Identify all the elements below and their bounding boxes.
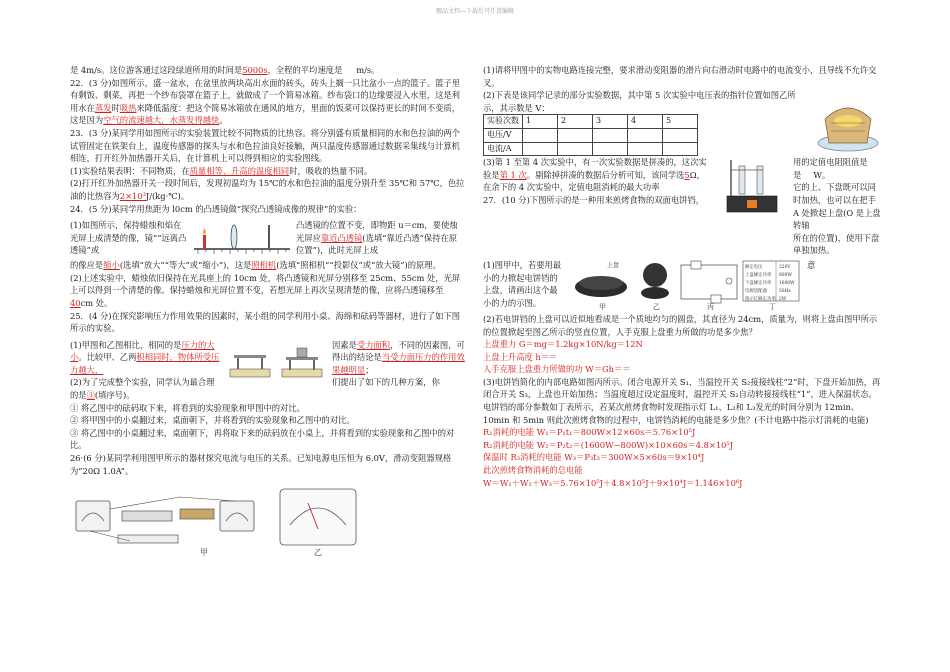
energy-line-3: 保温时 R₃消耗的电能 W₃＝P₃t₃＝300W×5×60s＝9×10⁴J — [483, 452, 705, 463]
q26: 26·(6 分)某同学利用图甲所示的器材探究电流与电压的关系。已知电源电压恒为 6.0V，滑动变阻器规格为“20Ω 1.0A”。 — [70, 453, 452, 476]
q24-part1-cont: 的像应是缩小(选填“放大”“等大”或“缩小”)，这是照相机(选填“照相机”“投影仪”或“放大镜”)的原理。 — [70, 260, 441, 271]
table-row: 电压/V — [484, 128, 698, 142]
ice-box-figure — [813, 89, 883, 155]
q23: 23．(3 分)某同学用如图所示的实验装置比较不同物质的比热容。将分别盛有质量相同的水和色拉油的两个试管固定在铁架台上，温度传感器的探头与水和色拉油良好接触，两只温度传感器通过数据采集线与计算机相连，打开红外加热器开关后，在计算机上可以得到相应的实验图线。 — [70, 127, 461, 164]
q27-intro: 27．(10 分)下图所示的是一种用来煎烤食物的双面电饼铛， — [483, 194, 705, 205]
q22: 22．(3 分)如图所示，盛一盆水，在盆里放两块高出水面的砖头，砖头上搁一只比盆小一点的篮子。篮子里有剩饭、剩菜，再把一个纱布袋罩在篮子上，就做成了一个简易冰箱。纱布袋口的边缘要浸入水里，这是利用水在蒸发时吸热来降低温度：把这个简易冰箱放在通风的地方，里面的饭菜可以保持更长的时间不变质，这是因为空气的流速越大，水蒸发得越快。 — [70, 77, 461, 126]
energy-line-1: R₁消耗的电能 W₁＝P₁t₁＝800W×12×60s＝5.76×10⁵J — [483, 427, 696, 438]
fig26-label-jia: 甲 — [200, 548, 208, 558]
table-row: 实验次数 1 2 3 4 5 — [484, 115, 698, 129]
fig26-label-yi: 乙 — [314, 548, 322, 558]
fig27-top-label: 上盘 — [607, 261, 620, 269]
q24-part1-row: (1)如图所示，保持蜡烛和焰在光屏上成清楚的像，镜”“远离凸透镜”或 凸透镜的位置不变，即物距 u＝cm，要使烛光屏应靠近凸透镜(选填“靠近凸透“保持在原位置”)，此时光屏上成 — [70, 219, 465, 259]
q25-option-1: ① 将乙图中的砝码取下来，将看到的实验现象和甲图中的对比。 — [70, 402, 305, 413]
solution-line-2: 上盘上升高度 h＝＝ — [483, 351, 558, 362]
fig27-label-yi: 乙 — [653, 302, 660, 311]
q23-part2: (2)打开红外加热器开关一段时间后，发现初温均为 15℃的水和色拉油的温度分别升至 35℃和 57℃，色拉油的比热容为2×10³J/(kg·℃)。 — [70, 178, 465, 201]
q27-part3: (3)电饼铛简化的内部电路如图丙所示。闭合电源开关 S₁，当温控开关 S₂接接线柱“2”时，下盘开始加热，再闭合开关 S₃，上盘也开始加热；当温度超过设定温度时，温控开关 S₂自动转接接线柱“1”，进入保温状态。电饼铛的部分参数如丁表所示，若某次煎烤食物时发现指示灯 L₁、L₂和 L₃发光的时间分别为 12min、10min 和 5min 则此次煎烤食物的过程中，电饼铛消耗的电能是多少焦？(不计电路中指示灯消耗的电能) — [483, 376, 881, 425]
q26-part1: (1)请将甲图中的实物电路连接完整，要求滑动变阻器的滑片向右滑动时电路中的电流变小，且导线不允许交叉。 — [483, 65, 877, 88]
q26-part3-row: (3)第 1 至第 4 次实验中，有一次实验数据是拼凑的，这次实验是第 1 次。剔除掉拼凑的数据后分析可知，该同学选5Ω，在余下的 4 次实验中，定值电阻消耗的最大功率 27．(10 分)下图所示的是一种用来煎烤食物的双面电饼铛， 用的定值电阻阻值是 是 W。 它的上、下盘既可以同时加热，也可以在把手 A 处掀起上盘(O 是上盘转轴 所在的位置)，使用下盘单独加热。 — [483, 157, 881, 256]
svg-text:1600W: 1600W — [779, 280, 795, 286]
q27-part1-row: (1)图甲中，若要用最小的力掀起电饼铛的上盘，请画出这个最小的力的示图。 上盘 甲 乙 丙 额定电压 220V 上盘额定功率 800W 下盘额定功率 1600W 电源适配器 50Hz 指示灯额定功率 2W 丁 意 — [483, 259, 816, 311]
fig27-label-ding: 丁 — [769, 302, 776, 311]
q25: 25．(4 分)在探究影响压力作用效果的因素时，某小组的同学利用小桌、海绵和砝码等器材，进行了如下图所示的实验。 — [70, 310, 461, 334]
svg-text:50Hz: 50Hz — [779, 288, 791, 294]
right-column — [483, 64, 883, 489]
data-table — [483, 114, 698, 156]
heater-apparatus-figure — [717, 156, 787, 216]
circuit-figure — [70, 481, 465, 563]
heater-diagram — [717, 156, 787, 216]
answer-time: 5000s — [242, 65, 268, 75]
q26-part2: (2)下表是该同学记录的部分实验数据，其中第 5 次实验中电压表的指针位置如图乙所示，其示数是 V： — [483, 90, 796, 113]
q26-part2-row — [483, 89, 883, 156]
solution-line-1: 上盘重力 G＝mg＝1.2kg×10N/kg＝12N — [483, 339, 643, 350]
q26-part3: (3)第 1 至第 4 次实验中，有一次实验数据是拼凑的，这次实验是第 1 次。剔除掉拼凑的数据后分析可知，该同学选5Ω，在余下的 4 次实验中，定值电阻消耗的最大功率 — [483, 157, 707, 193]
fig27-label-jia: 甲 — [599, 302, 606, 311]
svg-text:下盘额定功率: 下盘额定功率 — [745, 280, 772, 286]
svg-text:上盘额定功率: 上盘额定功率 — [745, 272, 772, 278]
q27-part2: (2)若电饼铛的上盘可以近似地看成是一个质地均匀的圆盘，其直径为 24cm，质量为，则将上盘由图甲所示的位置掀起至图乙所示的竖直位置，人手克服上盘重力所做的功是多少焦？ — [483, 313, 878, 337]
svg-text:2W: 2W — [779, 296, 787, 302]
page-header: 精品文档---下载后可任意编辑 — [435, 8, 515, 15]
optical-bench-diagram — [194, 219, 290, 259]
q25-row: (1)甲图和乙图相比，相同的是压力的大小。比较甲、乙两积相同时，物体所受压力越大， (2)为了完成整个实验，同学认为最合理的是③(填序号)。 因素是受力面积，不同的因素图，可得出的结论是当受力面压力的作用效果越明显； 们提出了如下的几种方案，你 — [70, 339, 465, 401]
svg-text:220V: 220V — [779, 264, 791, 270]
solution-line-3: 人手克服上盘重力所做的功 W＝Gh＝＝ — [483, 364, 631, 375]
q25-option-2: ② 将甲图中的小桌翻过来，桌面朝下，并将看到的实验现象和乙图中的对比。 — [70, 415, 355, 426]
q25-option-3: ③ 将乙图中的小桌翻过来，桌面朝下，再将取下来的砝码放在小桌上，并将看到的实验现象和乙图中的对比。 — [70, 427, 455, 451]
q24-part2: (2)上述实验中，蜡烛依旧保持在光具座上的 10cm 处，将凸透镜和光屏分别移至 25cm、55cm 处，光屏上可以得到一个清楚的像。保持蜡烛和光屏位置不变，若想光屏上再次呈现清楚的像，应将凸透镜移至40cm 处。 — [70, 272, 461, 308]
svg-text:指示灯额定功率: 指示灯额定功率 — [745, 296, 776, 302]
q21-tail: 是 4m/s。这位游客通过这段绿道所用的时间是5000s，全程的平均速度是 m/s。 — [70, 65, 380, 75]
pressure-figure — [226, 339, 326, 379]
griddle-figure — [571, 259, 801, 313]
table-row: 电流/A — [484, 142, 698, 156]
svg-text:800W: 800W — [779, 272, 792, 278]
fig27-label-bing: 丙 — [707, 302, 714, 311]
energy-line-2: R₂消耗的电能 W₂＝P₂t₂＝(1600W−800W)×10×60s＝4.8×10⁵J — [483, 439, 734, 450]
circuit-apparatus-diagram — [70, 481, 370, 559]
q24: 24．(5 分)某同学用焦距为 l0cm 的凸透镜做“探究凸透镜成像的规律”的实验： — [70, 203, 362, 214]
energy-line-4: 此次煎烤食物消耗的总电能 — [483, 465, 583, 476]
svg-text:电源适配器: 电源适配器 — [745, 288, 767, 294]
sponge-table-diagram — [226, 339, 326, 379]
svg-text:额定电压: 额定电压 — [745, 264, 763, 270]
energy-line-5: W＝W₁＋W₂＋W₃＝5.76×10⁵J＋4.8×10⁵J＋9×10⁴J＝1.146×10⁶J — [483, 477, 743, 488]
left-column — [70, 64, 465, 563]
simple-fridge-diagram — [813, 89, 883, 155]
griddle-diagram — [571, 259, 801, 313]
optical-bench-figure — [194, 219, 290, 259]
q23-part1: (1)实验结果表明：不同物质，在质量相等、升高的温度相同时，吸收的热量不同。 — [70, 165, 373, 176]
